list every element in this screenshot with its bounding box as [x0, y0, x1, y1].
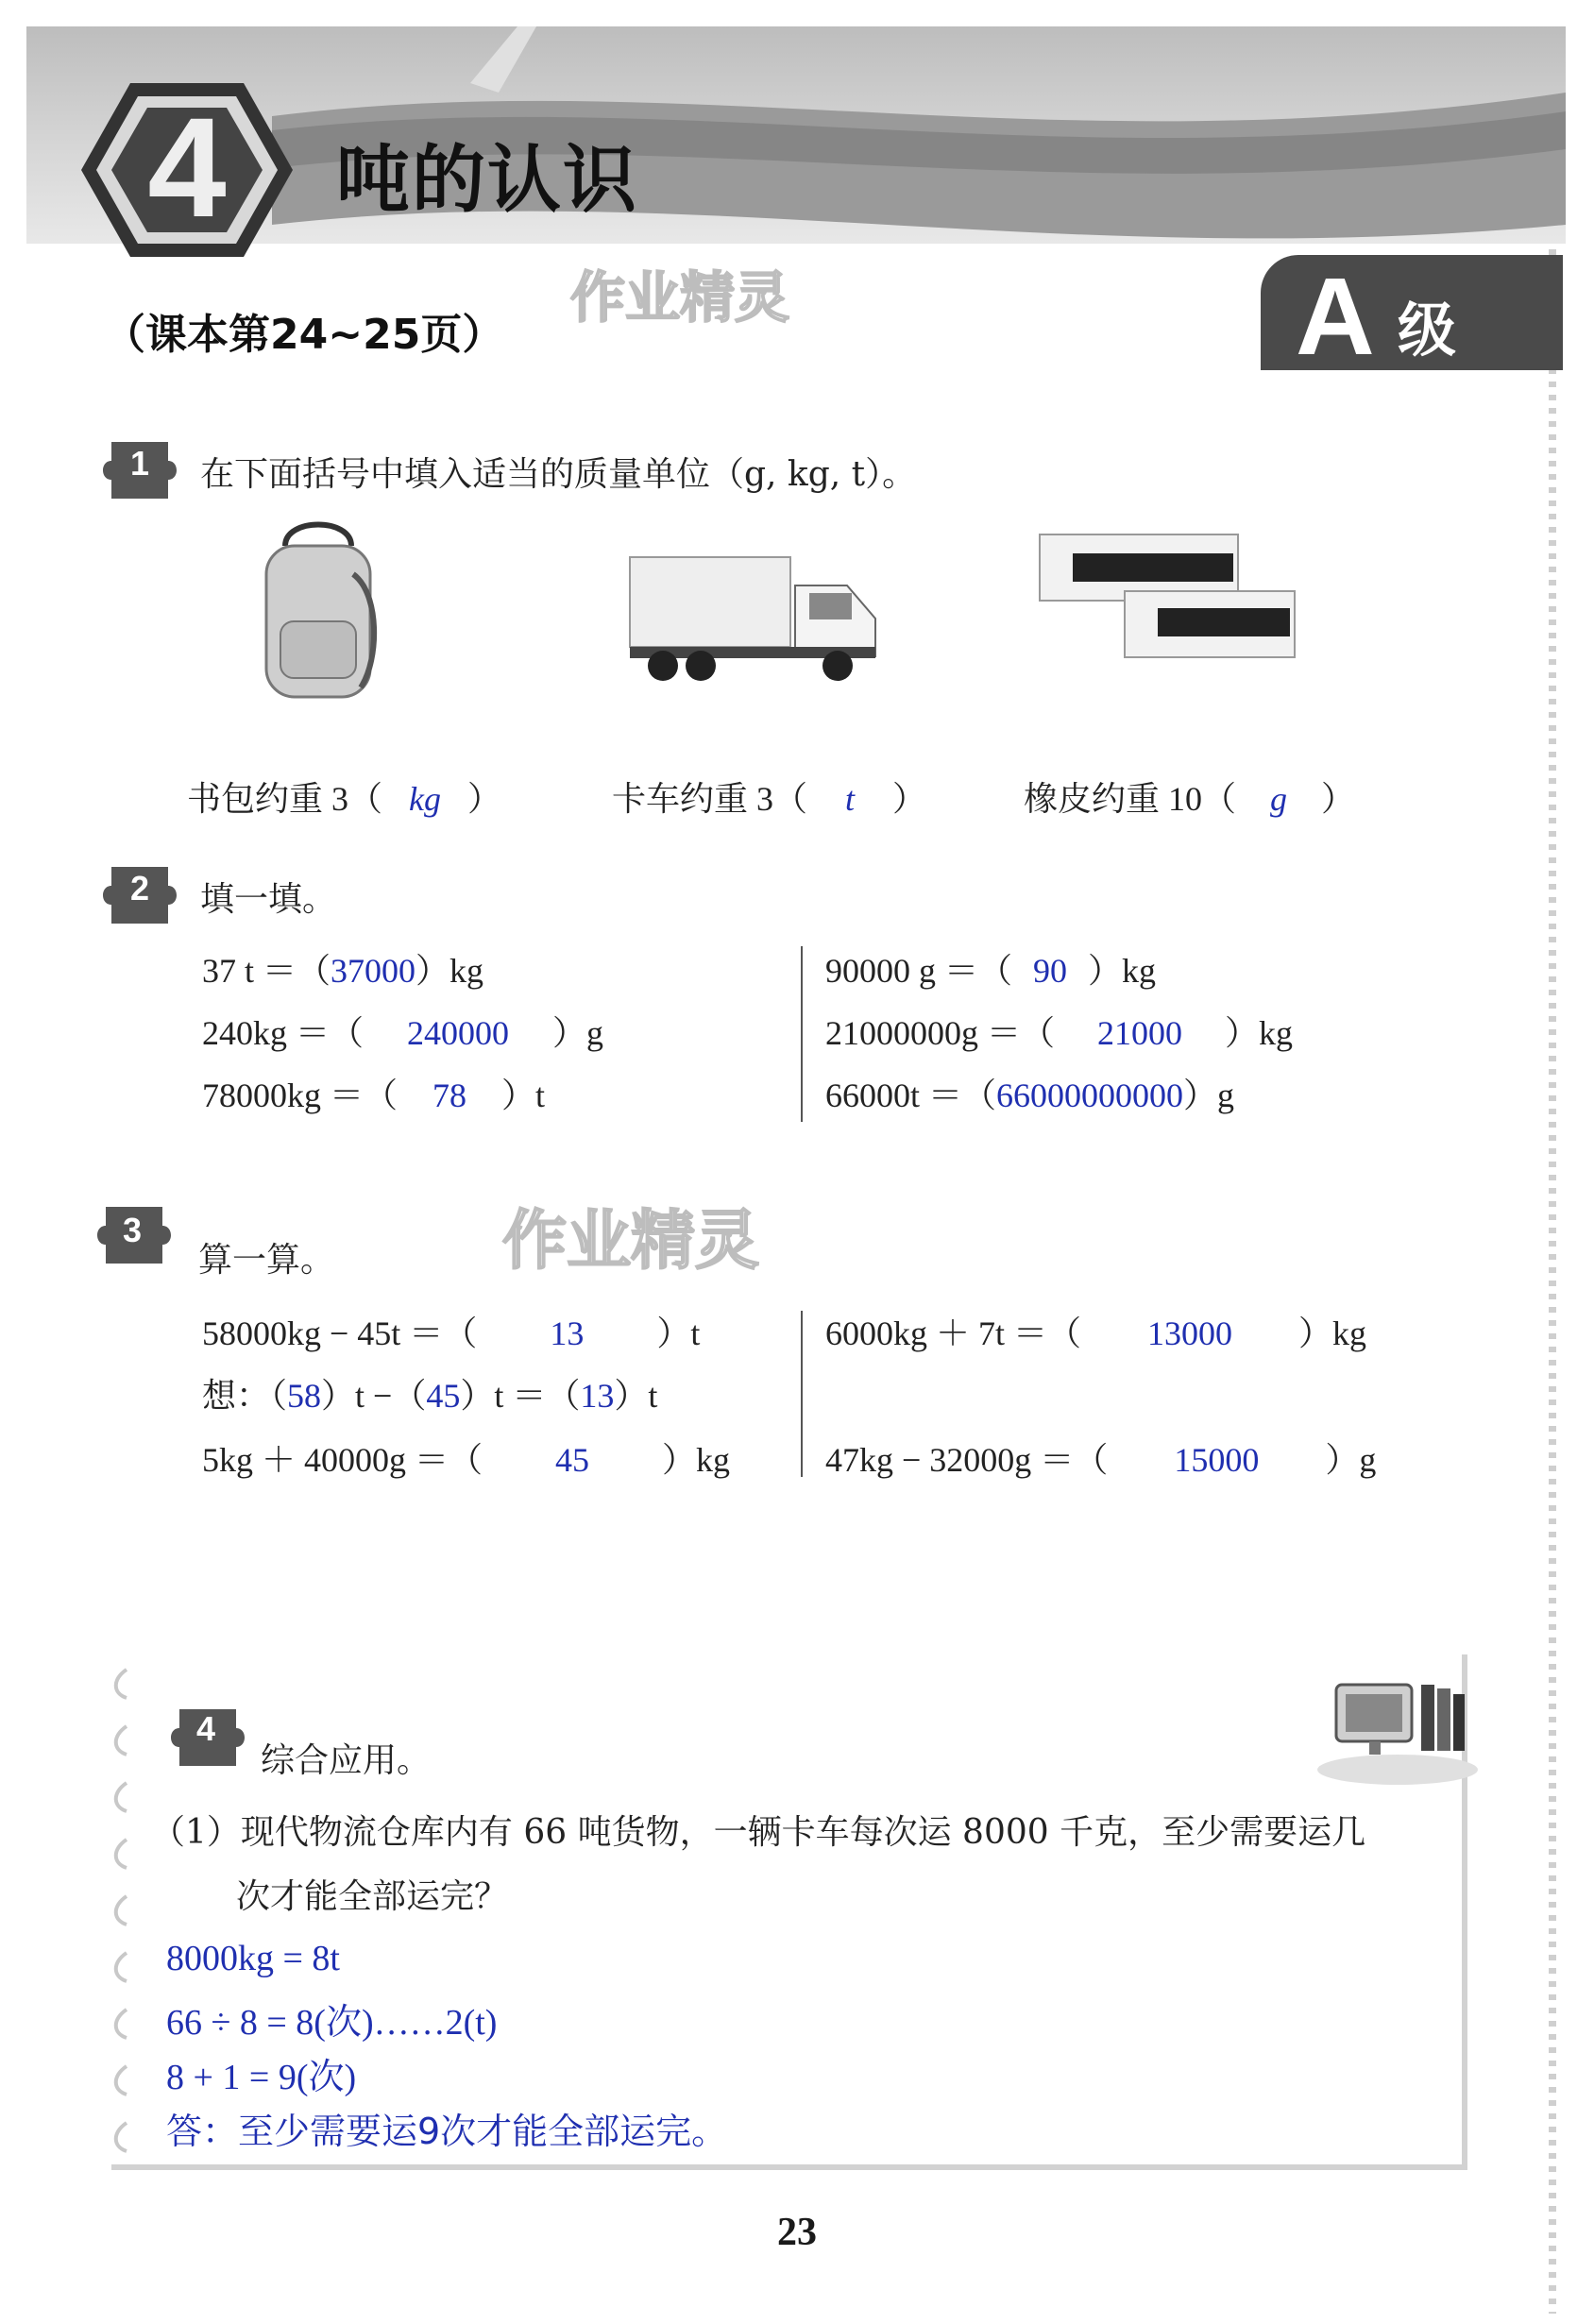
q2-suffix: ）kg: [1225, 1014, 1294, 1052]
q3-suffix: ）t: [656, 1315, 701, 1352]
q3-think-row: [202, 1369, 657, 1417]
q3-prefix: 58000kg − 45t ＝（: [202, 1315, 478, 1352]
q2-answer: 78: [432, 1077, 467, 1114]
q2-answer: 37000: [331, 952, 416, 990]
notebook-rings-decoration: [108, 1660, 136, 2170]
question-number: 2: [130, 869, 150, 908]
q2-answer: 90: [1033, 952, 1068, 990]
q3-think-mid: ）t −（: [321, 1377, 427, 1415]
q1-item-backpack: [170, 733, 501, 821]
q3-prefix: 6000kg ＋ 7t ＝（: [825, 1315, 1082, 1352]
q3-answer: 58: [287, 1377, 322, 1415]
question-number: 4: [196, 1709, 216, 1748]
q1-prefix: 卡车约重 3（: [612, 780, 808, 818]
column-divider: [801, 946, 803, 1122]
q1-answer: kg: [409, 780, 441, 818]
q2-right-row: [825, 1007, 1293, 1055]
q3-left-row: [202, 1307, 700, 1355]
q1-answer: g: [1270, 780, 1288, 818]
q2-prefix: 90000 g ＝（: [825, 952, 1013, 990]
q2-prefix: 240kg ＝（: [202, 1014, 365, 1052]
q3-prefix: 5kg ＋ 40000g ＝（: [202, 1441, 483, 1479]
chapter-number: 4: [147, 88, 227, 246]
question-instruction: 算一算。: [198, 1241, 335, 1280]
q1-item-truck: [595, 733, 926, 821]
q2-prefix: 66000t ＝（: [825, 1077, 997, 1114]
q1-suffix: ）: [467, 780, 502, 818]
question-number: 3: [123, 1211, 143, 1249]
watermark: 作业精灵: [570, 265, 790, 330]
q2-suffix: ）kg: [415, 952, 484, 990]
q3-answer: 13: [550, 1315, 585, 1352]
answer-sentence: 答：至少需要运9次才能全部运完。: [166, 2111, 728, 2152]
q1-prefix: 书包约重 3（: [187, 780, 383, 818]
page-subtitle: （课本第24~25页）: [104, 311, 504, 359]
q2-answer: 240000: [407, 1014, 510, 1052]
q3-think-mid: ）t ＝（: [460, 1377, 581, 1415]
level-letter: A: [1296, 255, 1375, 378]
question-instruction: 填一填。: [200, 880, 337, 919]
page-title: 吨的认识: [336, 138, 639, 223]
q3-answer: 13000: [1147, 1315, 1233, 1352]
q1-prefix: 橡皮约重 10（: [1024, 780, 1237, 818]
q2-suffix: ）g: [1183, 1077, 1235, 1114]
q3-answer: 13: [580, 1377, 615, 1415]
q2-prefix: 78000kg ＝（: [202, 1077, 398, 1114]
q2-right-row: [825, 1069, 1234, 1117]
q3-answer: 45: [555, 1441, 590, 1479]
q2-suffix: ）t: [501, 1077, 546, 1114]
backpack-icon: [247, 517, 389, 706]
q3-suffix: ）g: [1325, 1441, 1377, 1479]
eraser-icon: [1035, 525, 1299, 667]
q2-answer: 66000000000: [996, 1077, 1184, 1114]
q3-suffix: ）kg: [662, 1441, 731, 1479]
q2-left-row: [202, 944, 483, 992]
truck-icon: [625, 548, 890, 689]
q1-answer: t: [845, 780, 856, 818]
question-instruction: 综合应用。: [261, 1741, 432, 1780]
q2-prefix: 21000000g ＝（: [825, 1014, 1056, 1052]
solution-line: 8 + 1 = 9(次): [166, 2058, 357, 2097]
solution-line: 66 ÷ 8 = 8(次)……2(t): [166, 2003, 498, 2043]
q3-right-row: [825, 1307, 1366, 1355]
problem-text: （1）现代物流仓库内有 66 吨货物，一辆卡车每次运 8000 千克，至少需要运几: [151, 1813, 1366, 1852]
question-instruction: 在下面括号中填入适当的质量单位（g, kg, t）。: [200, 455, 917, 494]
q3-prefix: 47kg − 32000g ＝（: [825, 1441, 1109, 1479]
page-number: 23: [777, 2211, 817, 2254]
q3-suffix: ）kg: [1298, 1315, 1367, 1352]
q3-left-row: [202, 1433, 730, 1482]
column-divider: [801, 1311, 803, 1477]
q3-right-row: [825, 1433, 1376, 1482]
q1-suffix: ）: [1321, 780, 1356, 818]
q2-left-row: [202, 1069, 545, 1117]
solution-line: 8000kg = 8t: [166, 1939, 340, 1978]
q2-prefix: 37 t ＝（: [202, 952, 331, 990]
watermark: 作业精灵: [502, 1204, 760, 1279]
level-suffix: 级: [1398, 296, 1457, 365]
q2-suffix: ）kg: [1088, 952, 1157, 990]
q3-answer: 15000: [1174, 1441, 1260, 1479]
problem-text: 次才能全部运完？: [236, 1877, 509, 1916]
q1-item-eraser: [1007, 733, 1355, 821]
q2-answer: 21000: [1097, 1014, 1183, 1052]
q3-answer: 45: [426, 1377, 461, 1415]
q3-think-label: 想：（: [202, 1377, 288, 1415]
page-edge-decoration: [1549, 236, 1556, 2314]
q3-suffix: ）t: [614, 1377, 658, 1415]
computer-books-icon: [1313, 1666, 1483, 1789]
question-number: 1: [130, 444, 150, 483]
q2-right-row: [825, 944, 1156, 992]
q2-left-row: [202, 1007, 603, 1055]
q1-suffix: ）: [892, 780, 927, 818]
q2-suffix: ）g: [552, 1014, 604, 1052]
